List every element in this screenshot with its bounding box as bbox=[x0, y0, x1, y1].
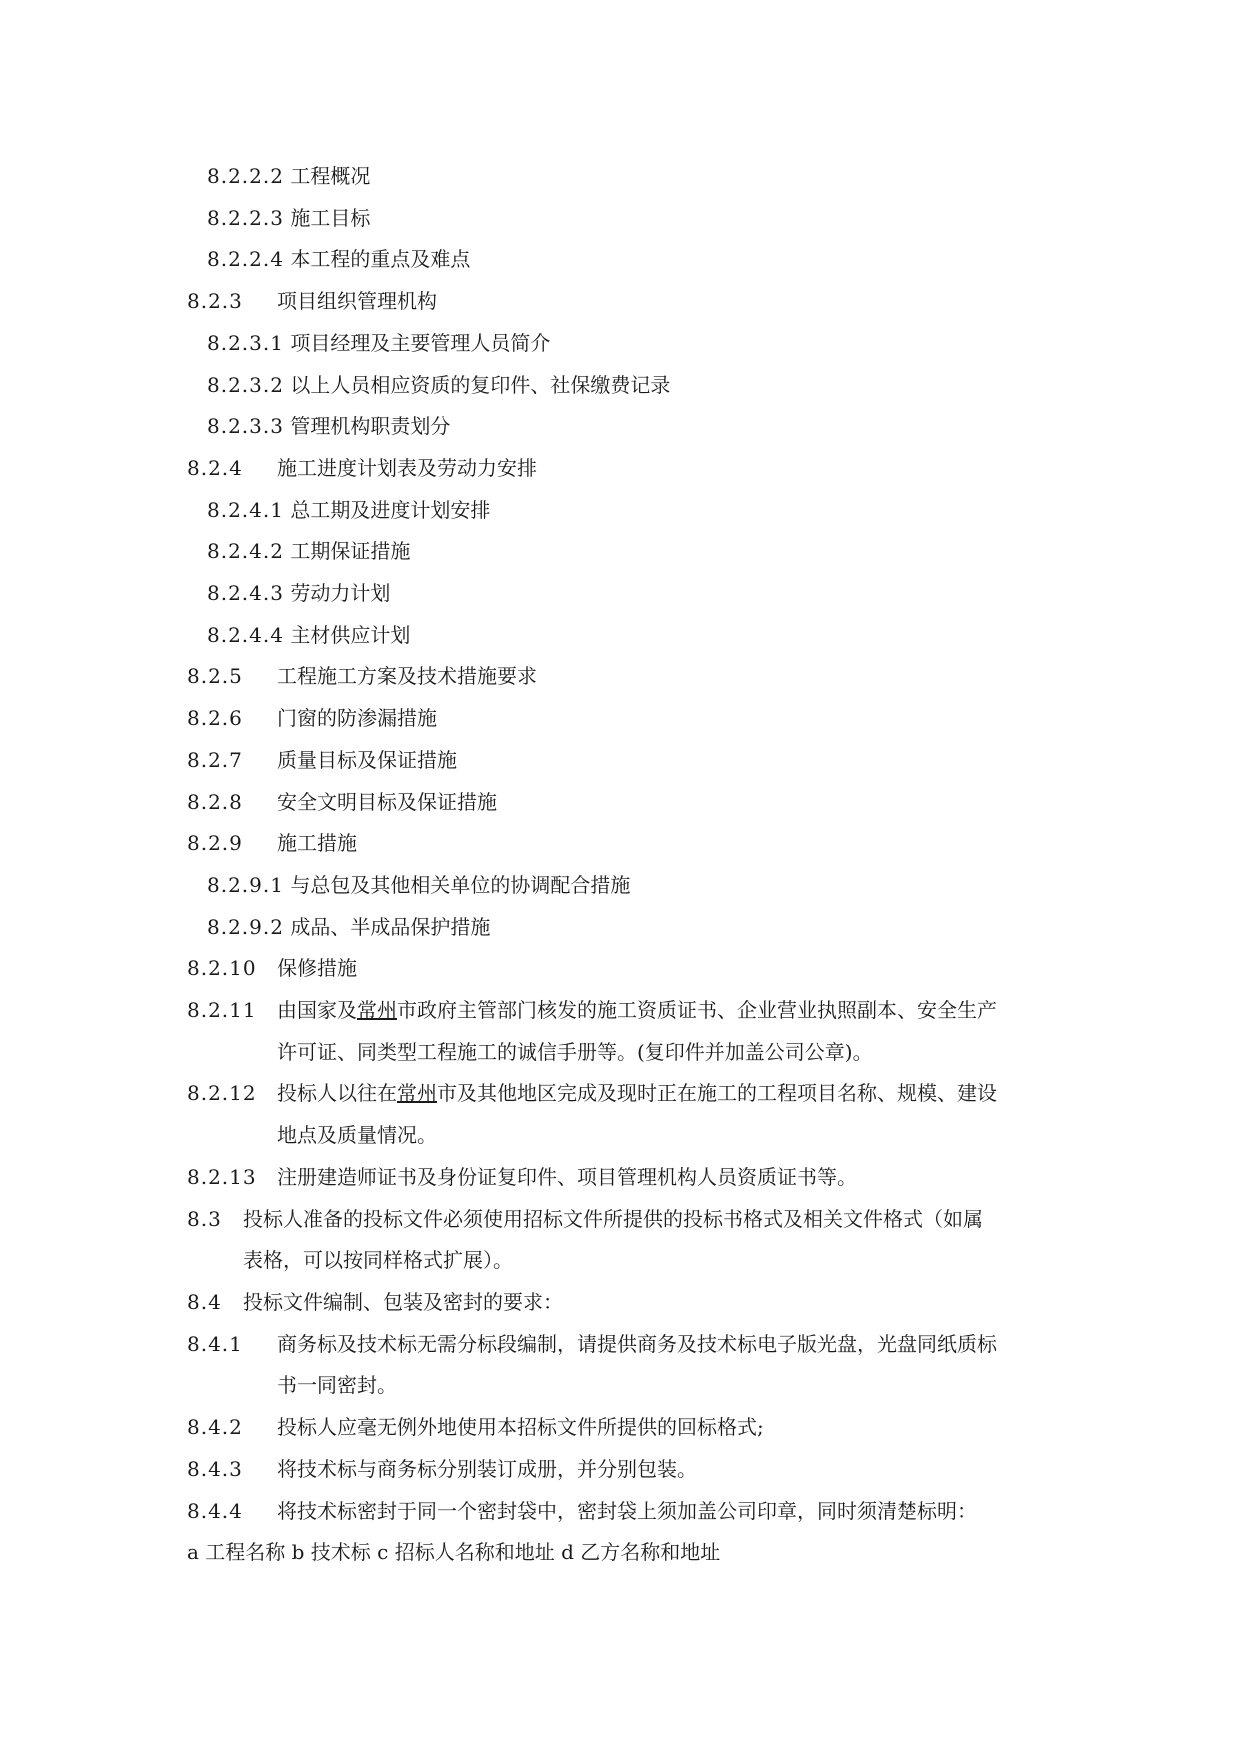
outline-item bbox=[187, 156, 1067, 198]
item-text: 项目经理及主要管理人员简介 bbox=[290, 330, 551, 355]
section-text: 施工措施 bbox=[277, 831, 357, 856]
outline-section bbox=[187, 823, 1067, 865]
section-8-4 bbox=[187, 1282, 1067, 1324]
outline-item bbox=[187, 365, 1067, 407]
item-number: 8.2.4.3 bbox=[207, 581, 284, 606]
outline-item bbox=[187, 573, 1067, 615]
item-text: 总工期及进度计划安排 bbox=[290, 497, 491, 522]
section-number: 8.2.10 bbox=[187, 956, 257, 981]
outline-item bbox=[187, 615, 1067, 657]
item-number: 8.2.2.2 bbox=[207, 164, 284, 188]
section-number: 8.4.4 bbox=[187, 1498, 243, 1523]
outline-item bbox=[187, 865, 1067, 907]
outline-item bbox=[187, 198, 1067, 240]
section-number: 8.4.1 bbox=[187, 1331, 243, 1356]
section-number: 8.2.12 bbox=[187, 1081, 257, 1106]
outline-section bbox=[187, 782, 1067, 824]
item-number: 8.2.2.3 bbox=[207, 205, 284, 230]
section-text: 保修措施 bbox=[277, 956, 357, 981]
item-text: 管理机构职责划分 bbox=[290, 414, 451, 439]
section-8-3 bbox=[187, 1199, 1067, 1282]
section-text-pre: 投标人以往在 bbox=[277, 1081, 397, 1106]
section-8-4-1 bbox=[187, 1324, 1067, 1407]
city-underlined: 常州 bbox=[397, 1081, 437, 1106]
item-number: 8.2.3.1 bbox=[207, 330, 284, 355]
outline-item bbox=[187, 531, 1067, 573]
outline-section bbox=[187, 740, 1067, 782]
item-number: 8.2.4.2 bbox=[207, 539, 284, 564]
section-number: 8.3 bbox=[187, 1206, 222, 1231]
item-text: 工期保证措施 bbox=[290, 539, 411, 564]
section-text: 将技术标与商务标分别装订成册，并分别包装。 bbox=[277, 1456, 697, 1481]
item-text: 劳动力计划 bbox=[290, 581, 391, 606]
outline-section bbox=[187, 948, 1067, 990]
outline-section bbox=[187, 698, 1067, 740]
section-8-4-3 bbox=[187, 1449, 1067, 1491]
item-number: 8.2.9.1 bbox=[207, 872, 284, 897]
section-text: 质量目标及保证措施 bbox=[277, 747, 457, 772]
item-text: 以上人员相应资质的复印件、社保缴费记录 bbox=[290, 372, 671, 397]
section-number: 8.2.4 bbox=[187, 455, 243, 480]
outline-section bbox=[187, 448, 1067, 490]
outline-item bbox=[187, 907, 1067, 949]
section-8-2-11 bbox=[187, 990, 1067, 1073]
outline-item bbox=[187, 490, 1067, 532]
section-number: 8.2.7 bbox=[187, 747, 243, 772]
section-number: 8.2.11 bbox=[187, 998, 257, 1023]
section-text: 安全文明目标及保证措施 bbox=[277, 789, 497, 814]
section-text: 投标文件编制、包装及密封的要求： bbox=[243, 1289, 563, 1314]
item-text: 本工程的重点及难点 bbox=[290, 247, 471, 272]
item-text: 主材供应计划 bbox=[290, 622, 411, 647]
section-text: 工程施工方案及技术措施要求 bbox=[277, 664, 537, 689]
section-text-pre: 由国家及 bbox=[277, 998, 357, 1023]
section-number: 8.2.3 bbox=[187, 289, 243, 314]
section-number: 8.2.9 bbox=[187, 831, 243, 856]
section-text-post: 市政府主管部门核发的施工资质证书、企业营业执照副本、安全生产 bbox=[397, 998, 997, 1023]
outline-item bbox=[187, 406, 1067, 448]
section-text-post: 市及其他地区完成及现时正在施工的工程项目名称、规模、建设 bbox=[437, 1081, 997, 1106]
section-text-continuation: 表格，可以按同样格式扩展）。 bbox=[243, 1248, 513, 1273]
section-number: 8.2.13 bbox=[187, 1164, 257, 1189]
section-number: 8.4.2 bbox=[187, 1415, 243, 1440]
section-text: 将技术标密封于同一个密封袋中，密封袋上须加盖公司印章，同时须清楚标明： bbox=[277, 1498, 977, 1523]
item-text: 工程概况 bbox=[290, 164, 371, 188]
city-underlined: 常州 bbox=[357, 998, 397, 1023]
section-text: 商务标及技术标无需分标段编制，请提供商务及技术标电子版光盘，光盘同纸质标 bbox=[277, 1331, 997, 1356]
section-text: 投标人准备的投标文件必须使用招标文件所提供的投标书格式及相关文件格式（如属 bbox=[243, 1206, 983, 1231]
item-number: 8.2.3.2 bbox=[207, 372, 284, 397]
section-text-continuation: 许可证、同类型工程施工的诚信手册等。(复印件并加盖公司公章)。 bbox=[277, 1039, 873, 1064]
section-number: 8.2.5 bbox=[187, 664, 243, 689]
section-8-4-4 bbox=[187, 1491, 1067, 1533]
item-number: 8.2.4.4 bbox=[207, 622, 284, 647]
item-number: 8.2.4.1 bbox=[207, 497, 284, 522]
item-text: 成品、半成品保护措施 bbox=[290, 914, 491, 939]
section-text: 投标人应毫无例外地使用本招标文件所提供的回标格式; bbox=[277, 1415, 764, 1440]
section-text-continuation: 地点及质量情况。 bbox=[277, 1123, 437, 1148]
item-number: 8.2.9.2 bbox=[207, 914, 284, 939]
section-8-2-13 bbox=[187, 1157, 1067, 1199]
section-text-continuation: 书一同密封。 bbox=[277, 1373, 397, 1398]
section-8-4-2 bbox=[187, 1407, 1067, 1449]
item-number: 8.2.2.4 bbox=[207, 247, 284, 272]
outline-item bbox=[187, 239, 1067, 281]
section-8-2-12 bbox=[187, 1073, 1067, 1156]
outline-section bbox=[187, 281, 1067, 323]
section-number: 8.2.8 bbox=[187, 789, 243, 814]
section-text: 项目组织管理机构 bbox=[277, 289, 437, 314]
section-number: 8.2.6 bbox=[187, 706, 243, 731]
outline-item bbox=[187, 323, 1067, 365]
section-number: 8.4.3 bbox=[187, 1456, 243, 1481]
section-number: 8.4 bbox=[187, 1289, 222, 1314]
section-text: 施工进度计划表及劳动力安排 bbox=[277, 455, 537, 480]
label-list-line: a 工程名称 b 技术标 c 招标人名称和地址 d 乙方名称和地址 bbox=[187, 1540, 721, 1565]
section-text: 注册建造师证书及身份证复印件、项目管理机构人员资质证书等。 bbox=[277, 1164, 857, 1189]
item-text: 与总包及其他相关单位的协调配合措施 bbox=[290, 872, 631, 897]
item-text: 施工目标 bbox=[290, 205, 371, 230]
document-body bbox=[187, 156, 1067, 1574]
item-number: 8.2.3.3 bbox=[207, 414, 284, 439]
section-text: 门窗的防渗漏措施 bbox=[277, 706, 437, 731]
outline-section bbox=[187, 656, 1067, 698]
